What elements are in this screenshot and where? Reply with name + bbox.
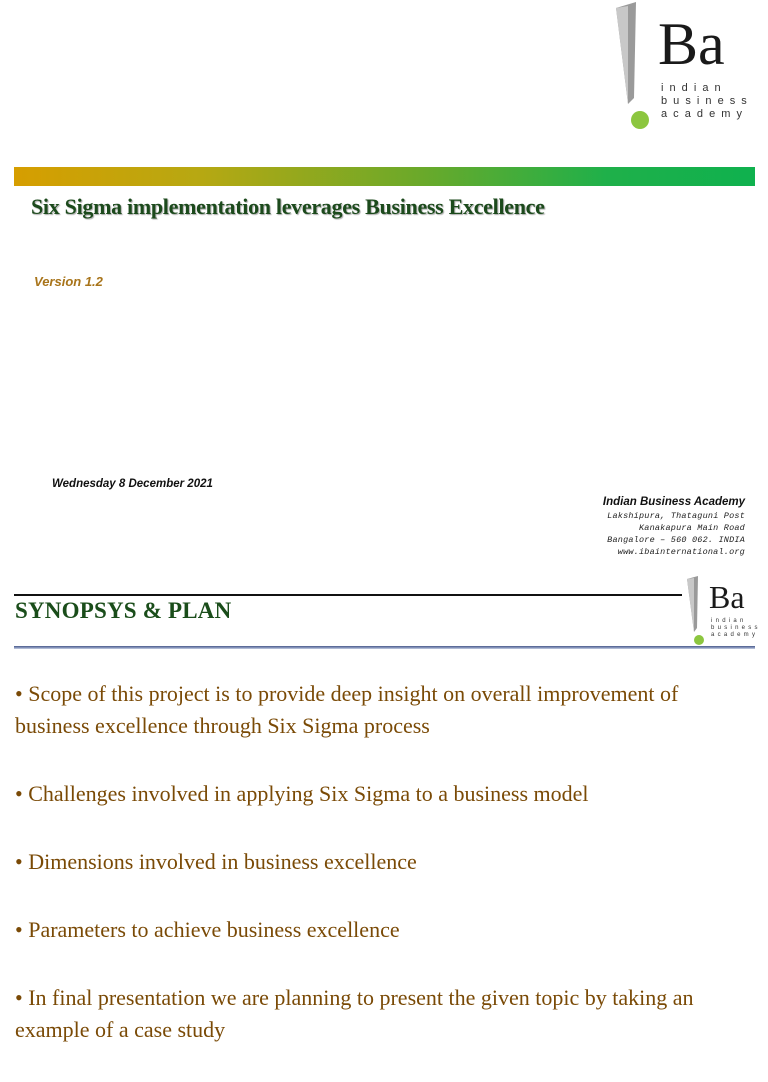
- slide-title: Six Sigma implementation leverages Business Excellence: [31, 194, 545, 219]
- logo-line-1: i n d i a n: [661, 82, 723, 94]
- bullet-item-parameters: • Parameters to achieve business excellence: [15, 917, 400, 942]
- address-org: Indian Business Academy: [602, 496, 745, 508]
- bullet-list: [15, 678, 755, 1082]
- bullet-item-final-presentation: • In final presentation we are planning to present the given topic by taking an example of a case study: [15, 985, 694, 1042]
- heading-bottom-rule: [14, 646, 755, 649]
- presentation-date: Wednesday 8 December 2021: [52, 478, 213, 490]
- logo-small-line-2: b u s i n e s s: [711, 625, 759, 631]
- heading-top-rule: [14, 594, 682, 596]
- iba-logo: [606, 0, 768, 135]
- address-line-1: Lakshipura, Thataguni Post: [607, 511, 745, 521]
- iba-logo-small: [682, 574, 768, 648]
- address-line-4: www.ibainternational.org: [617, 547, 745, 557]
- logo-line-3: a c a d e m y: [661, 108, 744, 120]
- section-heading: SYNOPSYS & PLAN: [15, 598, 232, 623]
- logo-small-line-3: a c a d e m y: [711, 632, 756, 638]
- gradient-divider: [14, 167, 755, 186]
- bullet-item-challenges: • Challenges involved in applying Six Sigma to a business model: [15, 781, 589, 806]
- address-line-3: Bangalore – 560 062. INDIA: [607, 535, 745, 545]
- version-label: Version 1.2: [34, 274, 103, 289]
- address-line-2: Kanakapura Main Road: [638, 523, 745, 533]
- logo-letters: Ba: [658, 11, 725, 77]
- bullet-item-dimensions: • Dimensions involved in business excellence: [15, 849, 417, 874]
- address-block: [603, 495, 745, 558]
- logo-small-line-1: i n d i a n: [711, 618, 745, 624]
- bullet-item-scope: • Scope of this project is to provide deep insight on overall improvement of business excellence through Six Sigma process: [15, 681, 679, 738]
- logo-small-letters: Ba: [709, 579, 745, 615]
- logo-line-2: b u s i n e s s: [661, 95, 749, 107]
